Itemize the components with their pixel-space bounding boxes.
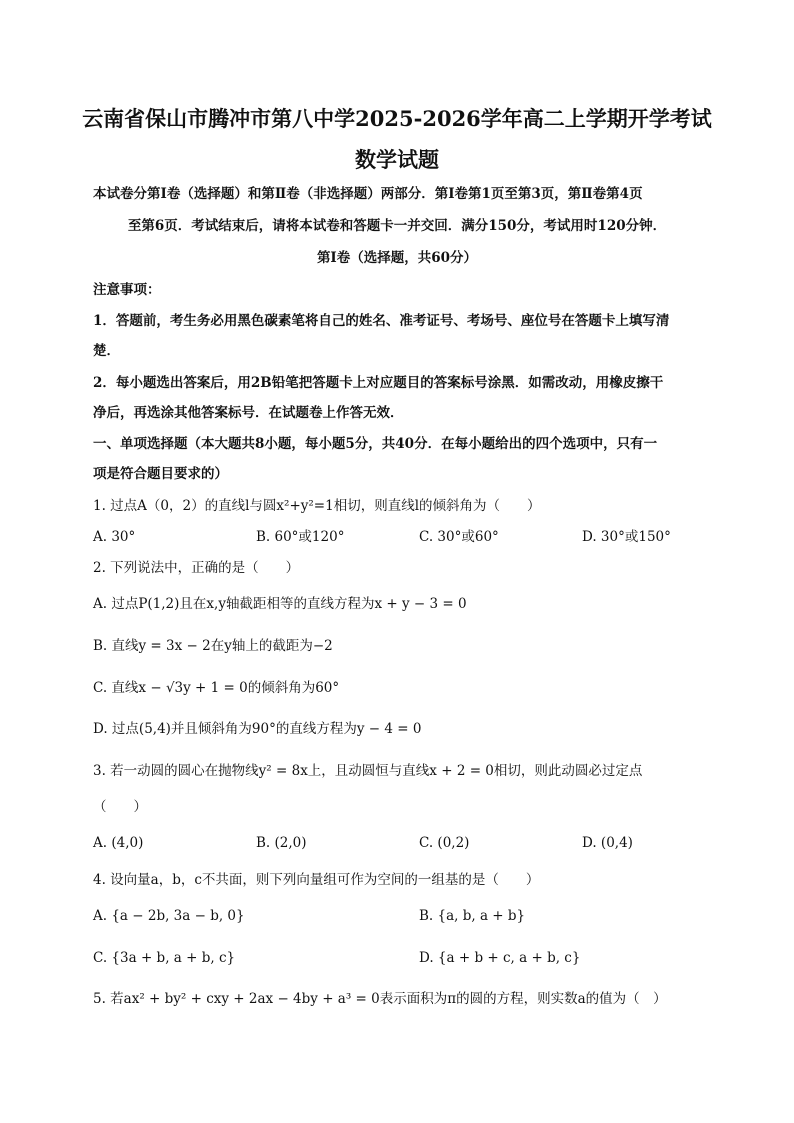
- section-heading: 第Ⅰ卷（选择题，共60分）: [316, 250, 478, 266]
- q3-option-c: C. (0,2): [419, 835, 470, 851]
- q3-stem-line-1: 3. 若一动圆的圆心在抛物线y² = 8x上，且动圆恒与直线x + 2 = 0相切，则此动圆必过定点: [93, 763, 643, 779]
- part1-heading-line-2: 项是符合题目要求的）: [93, 466, 228, 482]
- q4-option-d: D. {a + b + c, a + b, c}: [419, 950, 581, 966]
- q4-option-a: A. {a − 2b, 3a − b, 0}: [93, 908, 245, 924]
- q3-stem-line-2: （ ）: [93, 799, 147, 815]
- q1-option-a: A. 30°: [93, 529, 136, 545]
- note-2-line-1: 2．每小题选出答案后，用2B铅笔把答题卡上对应题目的答案标号涂黑．如需改动，用橡皮擦干: [93, 375, 664, 391]
- part1-heading-line-1: 一、单项选择题（本大题共8小题，每小题5分，共40分．在每小题给出的四个选项中，只有一: [93, 436, 658, 452]
- notes-heading: 注意事项：: [93, 282, 161, 298]
- q2-option-b: B. 直线y = 3x − 2在y轴上的截距为−2: [93, 638, 333, 654]
- q2-option-c: C. 直线x − √3y + 1 = 0的倾斜角为60°: [93, 680, 340, 696]
- q2-option-a: A. 过点P(1,2)且在x,y轴截距相等的直线方程为x + y − 3 = 0: [93, 596, 467, 612]
- q3-option-a: A. (4,0): [93, 835, 144, 851]
- note-1-line-2: 楚．: [93, 343, 120, 359]
- q3-option-b: B. (2,0): [256, 835, 307, 851]
- intro-line-2: 至第6页．考试结束后，请将本试卷和答题卡一并交回．满分150分，考试用时120分钟．: [127, 218, 667, 234]
- intro-line-1: 本试卷分第Ⅰ卷（选择题）和第Ⅱ卷（非选择题）两部分．第Ⅰ卷第1页至第3页，第Ⅱ卷第4页: [93, 186, 643, 202]
- q2-option-d: D. 过点(5,4)并且倾斜角为90°的直线方程为y − 4 = 0: [93, 721, 422, 737]
- q1-stem: 1. 过点A（0，2）的直线l与圆x²+y²=1相切，则直线l的倾斜角为（ ）: [93, 498, 541, 514]
- note-2-line-2: 净后，再选涂其他答案标号．在试题卷上作答无效．: [93, 405, 404, 421]
- q1-option-c: C. 30°或60°: [419, 529, 499, 545]
- q4-stem: 4. 设向量a，b，c不共面，则下列向量组可作为空间的一组基的是（ ）: [93, 872, 540, 888]
- q1-option-b: B. 60°或120°: [256, 529, 345, 545]
- q4-option-b: B. {a, b, a + b}: [419, 908, 526, 924]
- q1-option-d: D. 30°或150°: [582, 529, 671, 545]
- q4-option-c: C. {3a + b, a + b, c}: [93, 950, 236, 966]
- note-1-line-1: 1．答题前，考生务必用黑色碳素笔将自己的姓名、准考证号、考场号、座位号在答题卡上填写清: [93, 313, 670, 329]
- q2-stem: 2. 下列说法中，正确的是（ ）: [93, 560, 300, 576]
- exam-title: 云南省保山市腾冲市第八中学2025-2026学年高二上学期开学考试: [82, 106, 712, 131]
- exam-subtitle: 数学试题: [355, 147, 439, 172]
- q5-stem: 5. 若ax² + by² + cxy + 2ax − 4by + a³ = 0表示面积为π的圆的方程，则实数a的值为（ ）: [93, 991, 667, 1007]
- q3-option-d: D. (0,4): [582, 835, 633, 851]
